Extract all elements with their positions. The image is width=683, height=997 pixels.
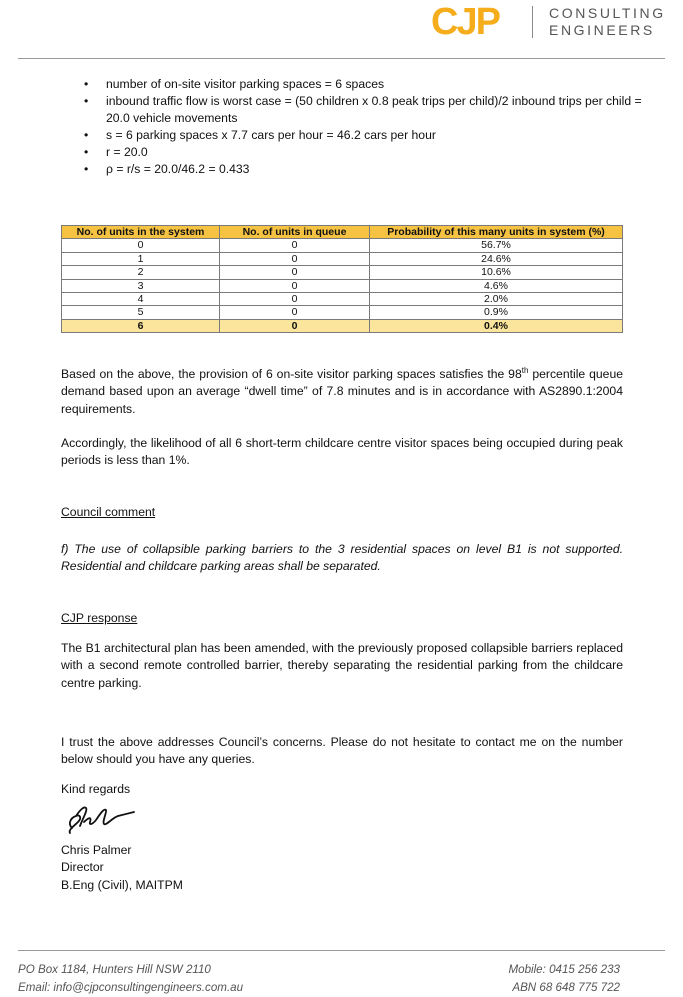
closing-paragraph: I trust the above addresses Council’s concerns. Please do not hesitate to contact me on the number below should you have any queries. [61,735,623,767]
footer-email: Email: info@cjpconsultingengineers.com.au [18,981,244,994]
table-cell: 2.0% [370,293,623,306]
list-item-text: ρ = r/s = 20.0/46.2 = 0.433 [106,162,250,176]
footer-abn: ABN 68 648 775 722 [512,981,620,994]
footer-address: PO Box 1184, Hunters Hill NSW 2110 [18,963,211,976]
signature-block [61,842,183,894]
logo-divider [532,6,533,38]
list-item [84,127,644,144]
footer-mobile: Mobile: 0415 256 233 [508,963,620,976]
table-cell: 0 [62,239,220,252]
signature-image [62,800,138,836]
council-comment-text: f) The use of collapsible parking barriers to the 3 residential spaces on level B1 is not supported. Residential and childcare parking areas shall be separated. [61,542,623,574]
table-cell: 4 [62,293,220,306]
table-cell: 0.4% [370,319,623,332]
column-header: No. of units in queue [220,226,370,239]
list-item [84,93,644,127]
table-cell: 0 [220,293,370,306]
table-row [62,266,623,279]
table-cell: 0.9% [370,306,623,319]
header-divider [18,58,665,59]
bullet-glyph: • [84,128,89,142]
table-cell: 10.6% [370,266,623,279]
logo-line-2: ENGINEERS [549,22,655,38]
column-header: Probability of this many units in system (%) [370,226,623,239]
list-item-text: number of on-site visitor parking spaces = 6 spaces [106,77,385,91]
table-row-highlighted [62,319,623,332]
list-item-text: inbound traffic flow is worst case = (50 children x 0.8 peak trips per child)/2 inbound trips per child = 20.0 vehicle movements [106,94,642,125]
assumptions-list [84,76,644,178]
list-item [84,144,644,161]
table-cell: 0 [220,306,370,319]
regards-line: Kind regards [61,782,131,796]
list-item [84,161,644,178]
company-logo [431,2,666,42]
paragraph-text: Based on the above, the provision of 6 on-site visitor parking spaces satisfies the 98 [61,367,522,381]
bullet-glyph: • [84,94,89,108]
list-item [84,76,644,93]
table-row [62,293,623,306]
table-cell: 0 [220,239,370,252]
table-cell: 4.6% [370,279,623,292]
table-row [62,252,623,265]
table-cell: 6 [62,319,220,332]
table-header-row [62,226,623,239]
queue-probability-table [61,225,623,333]
table-row [62,306,623,319]
queue-demand-paragraph [61,366,623,418]
table-row [62,239,623,252]
table-cell: 3 [62,279,220,292]
bullet-glyph: • [84,77,89,91]
table-cell: 24.6% [370,252,623,265]
cjp-response-text: The B1 architectural plan has been amended, with the previously proposed collapsible barriers replaced with a second remote controlled barrier, thereby separating the residential parking from the childcare centre parking. [61,641,623,690]
ordinal-suffix: th [521,365,529,375]
table-cell: 56.7% [370,239,623,252]
table-row [62,279,623,292]
signatory-title: Director [61,860,104,875]
table-cell: 1 [62,252,220,265]
signatory-qualifications: B.Eng (Civil), MAITPM [61,877,183,892]
signatory-name: Chris Palmer [61,843,132,857]
table-cell: 2 [62,266,220,279]
cjp-response-heading: CJP response [61,611,138,625]
bullet-glyph: • [84,145,89,159]
logo-mark: CJP [431,1,499,43]
paragraph-text: percentile queue demand based upon an average “dwell time” of 7.8 minutes and is in accordance with AS2890.1:2004 requirements. [61,367,624,416]
list-item-text: s = 6 parking spaces x 7.7 cars per hour = 46.2 cars per hour [106,128,436,142]
table-cell: 0 [220,279,370,292]
likelihood-paragraph: Accordingly, the likelihood of all 6 short-term childcare centre visitor spaces being occupied during peak periods is less than 1%. [61,436,623,468]
list-item-text: r = 20.0 [106,145,148,159]
logo-line-1: CONSULTING [549,5,666,21]
table-cell: 5 [62,306,220,319]
bullet-glyph: • [84,162,89,176]
table-cell: 0 [220,252,370,265]
table-cell: 0 [220,266,370,279]
logo-name [549,5,666,39]
council-comment-heading: Council comment [61,505,156,519]
table-cell: 0 [220,319,370,332]
footer-divider [18,950,665,951]
column-header: No. of units in the system [62,226,220,239]
